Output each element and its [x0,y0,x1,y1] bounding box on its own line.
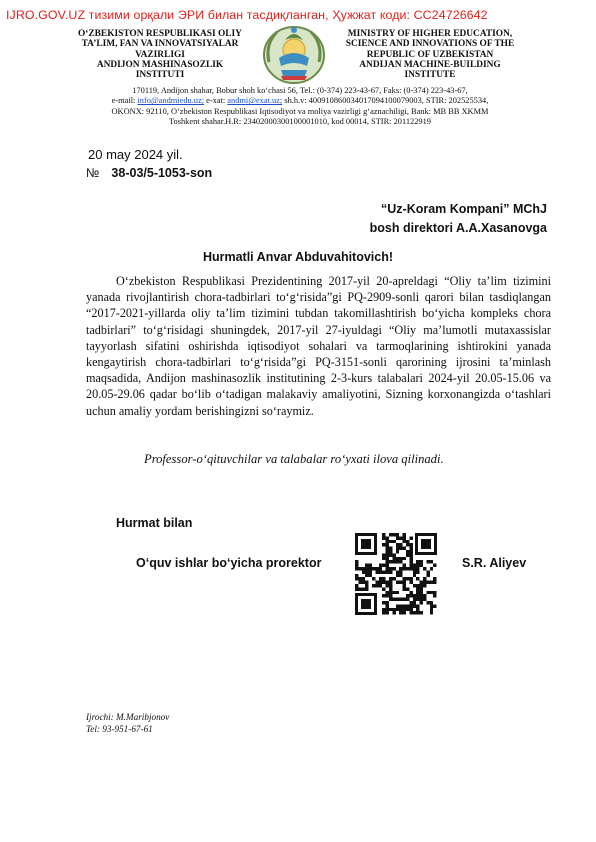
signer-title: O‘quv ishlar bo‘yicha prorektor [136,556,322,570]
email-line [60,96,540,106]
header-contact-info [60,86,540,127]
verification-banner: IJRO.GOV.UZ тизими орқали ЭРИ билан тасдиқланган, Ҳужжат коди: CC24726642 [6,8,488,22]
email-label: e-mail: [111,96,136,106]
header-left-line: VAZIRLIGI [135,49,185,60]
header-right-line: ANDIJAN MACHINE-BUILDING [359,59,501,70]
header-right-line: MINISTRY OF HIGHER EDUCATION, [347,29,513,39]
executor-name: Ijrochi: M.Maribjonov [86,712,170,722]
exat-label: e-xat: [206,96,226,106]
recipient-position: bosh direktori A.A.Xasanovga [369,221,547,235]
qr-code-icon [355,533,437,615]
executor-phone: Tel: 93-951-67-61 [86,724,153,734]
recipient-company: “Uz-Koram Kompani” MChJ [381,202,547,216]
header-right-line: REPUBLIC OF UZBEKISTAN [366,49,494,60]
closing: Hurmat bilan [116,516,193,530]
header-left-line: INSTITUTI [135,70,185,81]
letter-body: O‘zbekiston Respublikasi Prezidentining 2017-yil 20-apreldagi “Oliy ta’lim tizimini yanada rivojlantirish chora-tadbirlari to‘g‘risida”gi PQ-2909-sonli qarori bilan tasdiqlangan “2017-2021-yillarda oliy ta’lim tizimini tubdan takomillashtirish bo‘yicha kompleks chora tadbirlari” to‘g‘risidagi shuningdek, 2017-yil 27-iyuldagi “Oliy ma’lumotli mutaxassislar tayyorlash sifatini oshirishda iqtisodiyot sohalari va tarmoqlarining ishtirokini yanada kengaytirish chora-tadbirlari to‘g‘risida”gi PQ-3151-sonli qarorining ijrosini ta’minlash maqsadida, Andijon mashinasozlik institutining 2-3-kurs talabalari 2024-yil 20.05-15.06 va 20.05-29.06 qadar bo‘lib o‘tadigan malakaviy amaliyotini, Sizning korxonangizda o‘tashlari uchun amaliy yordam berishingizni so‘raymiz. [86,274,551,418]
bank-line: Toshkent shahar.H.R: 23402000300100001010, kod 00014, STIR: 201122919 [169,116,431,126]
executor-info [86,711,169,735]
recipient-block [370,200,547,238]
okonx-line: OKONX: 92110, O‘zbekiston Respublikasi Iqtisodiyot va moliya vazirligi g‘aznachiligi, Bank: MB BB XKMM [111,106,489,116]
attachment-note: Professor-o‘qituvchilar va talabalar ro‘yxati ilova qilinadi. [144,452,444,466]
header-left-line: TA’LIM, FAN VA INNOVATSIYALAR [81,39,239,50]
header-left-line: ANDIJON MASHINASOZLIK [96,59,224,70]
greeting: Hurmatli Anvar Abduvahitovich! [202,250,394,264]
header-right-en [330,29,530,80]
address-line: 170119, Andijon shahar, Bobur shoh ko‘chasi 56, Tel.: (0-374) 223-43-67, Faks: (0-374) 223-43-67, [132,86,468,95]
header-right-line: SCIENCE AND INNOVATIONS OF THE [345,39,515,50]
header-right-line: INSTITUTE [404,70,456,81]
number-symbol: № [86,166,100,180]
uzbekistan-emblem-icon [259,22,329,86]
header-left-uz [62,29,258,80]
signer-name: S.R. Aliyev [462,556,527,570]
document-date: 20 may 2024 yil. [88,147,183,162]
exat-link[interactable]: andmi@exat.uz; [227,96,283,106]
header-left-line: O‘ZBEKISTON RESPUBLIKASI OLIY [78,29,242,39]
email-line-rest: sh.h.v: 400910860034017094100079003, STIR: 202525534, [284,96,489,106]
email-link[interactable]: info@andmiedu.uz; [137,96,205,106]
document-number [86,166,212,180]
number-value: 38-03/5-1053-son [111,166,213,180]
